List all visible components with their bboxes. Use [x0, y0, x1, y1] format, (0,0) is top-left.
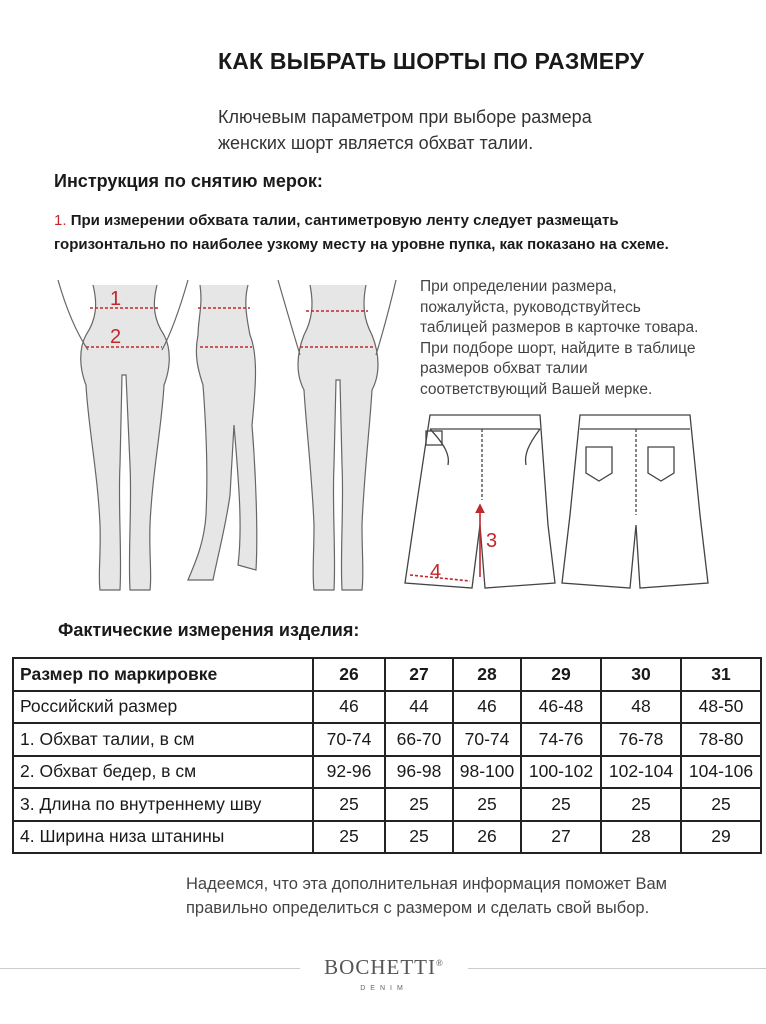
step-1-line-1: При измерении обхвата талии, сантиметровую ленту следует размещать [70, 212, 619, 229]
side-note-line: пожалуйста, руководствуйтесь [420, 298, 641, 316]
table-cell: 1. Обхват талии, в см [13, 723, 313, 756]
inseam-label: 3 [486, 530, 498, 552]
table-cell: Российский размер [13, 691, 313, 724]
footer-text [186, 872, 746, 920]
instruction-heading: Инструкция по снятию мерок: [54, 171, 323, 191]
table-cell: 48 [601, 691, 681, 724]
table-cell: 104-106 [681, 756, 761, 789]
table-header-row [13, 658, 761, 691]
size-table [12, 657, 762, 854]
table-cell: 25 [521, 788, 601, 821]
table-cell: 92-96 [313, 756, 385, 789]
table-header-cell: 31 [681, 658, 761, 691]
shorts-diagrams [400, 405, 710, 595]
table-cell: 29 [681, 821, 761, 854]
side-note [420, 277, 750, 400]
front-body-figure [58, 280, 188, 590]
divider-right [468, 968, 766, 969]
table-cell: 74-76 [521, 723, 601, 756]
step-1-line-2: горизонтально по наиболее узкому месту на уровне пупка, как показано на схеме. [54, 236, 669, 253]
table-header-cell: 29 [521, 658, 601, 691]
table-cell: 46 [453, 691, 521, 724]
table-cell: 70-74 [453, 723, 521, 756]
table-cell: 100-102 [521, 756, 601, 789]
body-measurement-figures [38, 275, 398, 605]
page-title: КАК ВЫБРАТЬ ШОРТЫ ПО РАЗМЕРУ [218, 48, 645, 74]
table-cell: 76-78 [601, 723, 681, 756]
table-cell: 46-48 [521, 691, 601, 724]
table-cell: 25 [601, 788, 681, 821]
back-body-figure [278, 280, 396, 590]
table-cell: 25 [313, 821, 385, 854]
table-cell: 48-50 [681, 691, 761, 724]
table-row [13, 756, 761, 789]
footer-line-1: Надеемся, что эта дополнительная информация поможет Вам [186, 875, 667, 893]
table-cell: 66-70 [385, 723, 453, 756]
brand-name: BOCHETTI [324, 955, 436, 979]
hem-label: 4 [430, 561, 442, 583]
shorts-back-drawing [562, 415, 708, 588]
table-header-cell: 30 [601, 658, 681, 691]
table-row [13, 691, 761, 724]
intro-text [218, 104, 658, 156]
table-cell: 25 [681, 788, 761, 821]
table-header-cell: 27 [385, 658, 453, 691]
side-note-line: размеров обхват талии [420, 360, 588, 377]
footer-line-2: правильно определиться с размером и сделать свой выбор. [186, 899, 650, 917]
table-cell: 28 [601, 821, 681, 854]
table-cell: 25 [453, 788, 521, 821]
table-cell: 70-74 [313, 723, 385, 756]
side-body-figure [188, 285, 257, 580]
side-note-line: соответствующий Вашей мерке. [420, 380, 653, 398]
table-header-cell: 28 [453, 658, 521, 691]
step-1-number: 1. [54, 212, 67, 229]
table-row [13, 788, 761, 821]
table-cell: 46 [313, 691, 385, 724]
table-cell: 96-98 [385, 756, 453, 789]
waist-label: 1 [110, 288, 122, 310]
intro-line-1: Ключевым параметром при выборе размера [218, 107, 592, 127]
brand-subtitle: DENIM [360, 985, 408, 992]
table-cell: 3. Длина по внутреннему шву [13, 788, 313, 821]
table-cell: 25 [385, 788, 453, 821]
table-cell: 25 [313, 788, 385, 821]
table-header-cell: 26 [313, 658, 385, 691]
table-cell: 27 [521, 821, 601, 854]
side-note-line: При подборе шорт, найдите в таблице [420, 339, 696, 357]
table-cell: 102-104 [601, 756, 681, 789]
table-cell: 78-80 [681, 723, 761, 756]
step-1-text [54, 209, 754, 257]
intro-line-2: женских шорт является обхват талии. [218, 133, 534, 153]
hips-label: 2 [110, 326, 122, 348]
registered-mark: ® [435, 958, 444, 968]
side-note-line: При определении размера, [420, 278, 617, 295]
brand-logo [300, 955, 468, 980]
table-cell: 44 [385, 691, 453, 724]
table-cell: 26 [453, 821, 521, 854]
actual-measurements-heading: Фактические измерения изделия: [58, 620, 360, 640]
table-row [13, 723, 761, 756]
side-note-line: таблицей размеров в карточке товара. [420, 319, 699, 336]
table-cell: 2. Обхват бедер, в см [13, 756, 313, 789]
table-cell: 25 [385, 821, 453, 854]
table-row [13, 821, 761, 854]
table-cell: 4. Ширина низа штанины [13, 821, 313, 854]
table-header-cell: Размер по маркировке [13, 658, 313, 691]
table-cell: 98-100 [453, 756, 521, 789]
divider-left [0, 968, 300, 969]
